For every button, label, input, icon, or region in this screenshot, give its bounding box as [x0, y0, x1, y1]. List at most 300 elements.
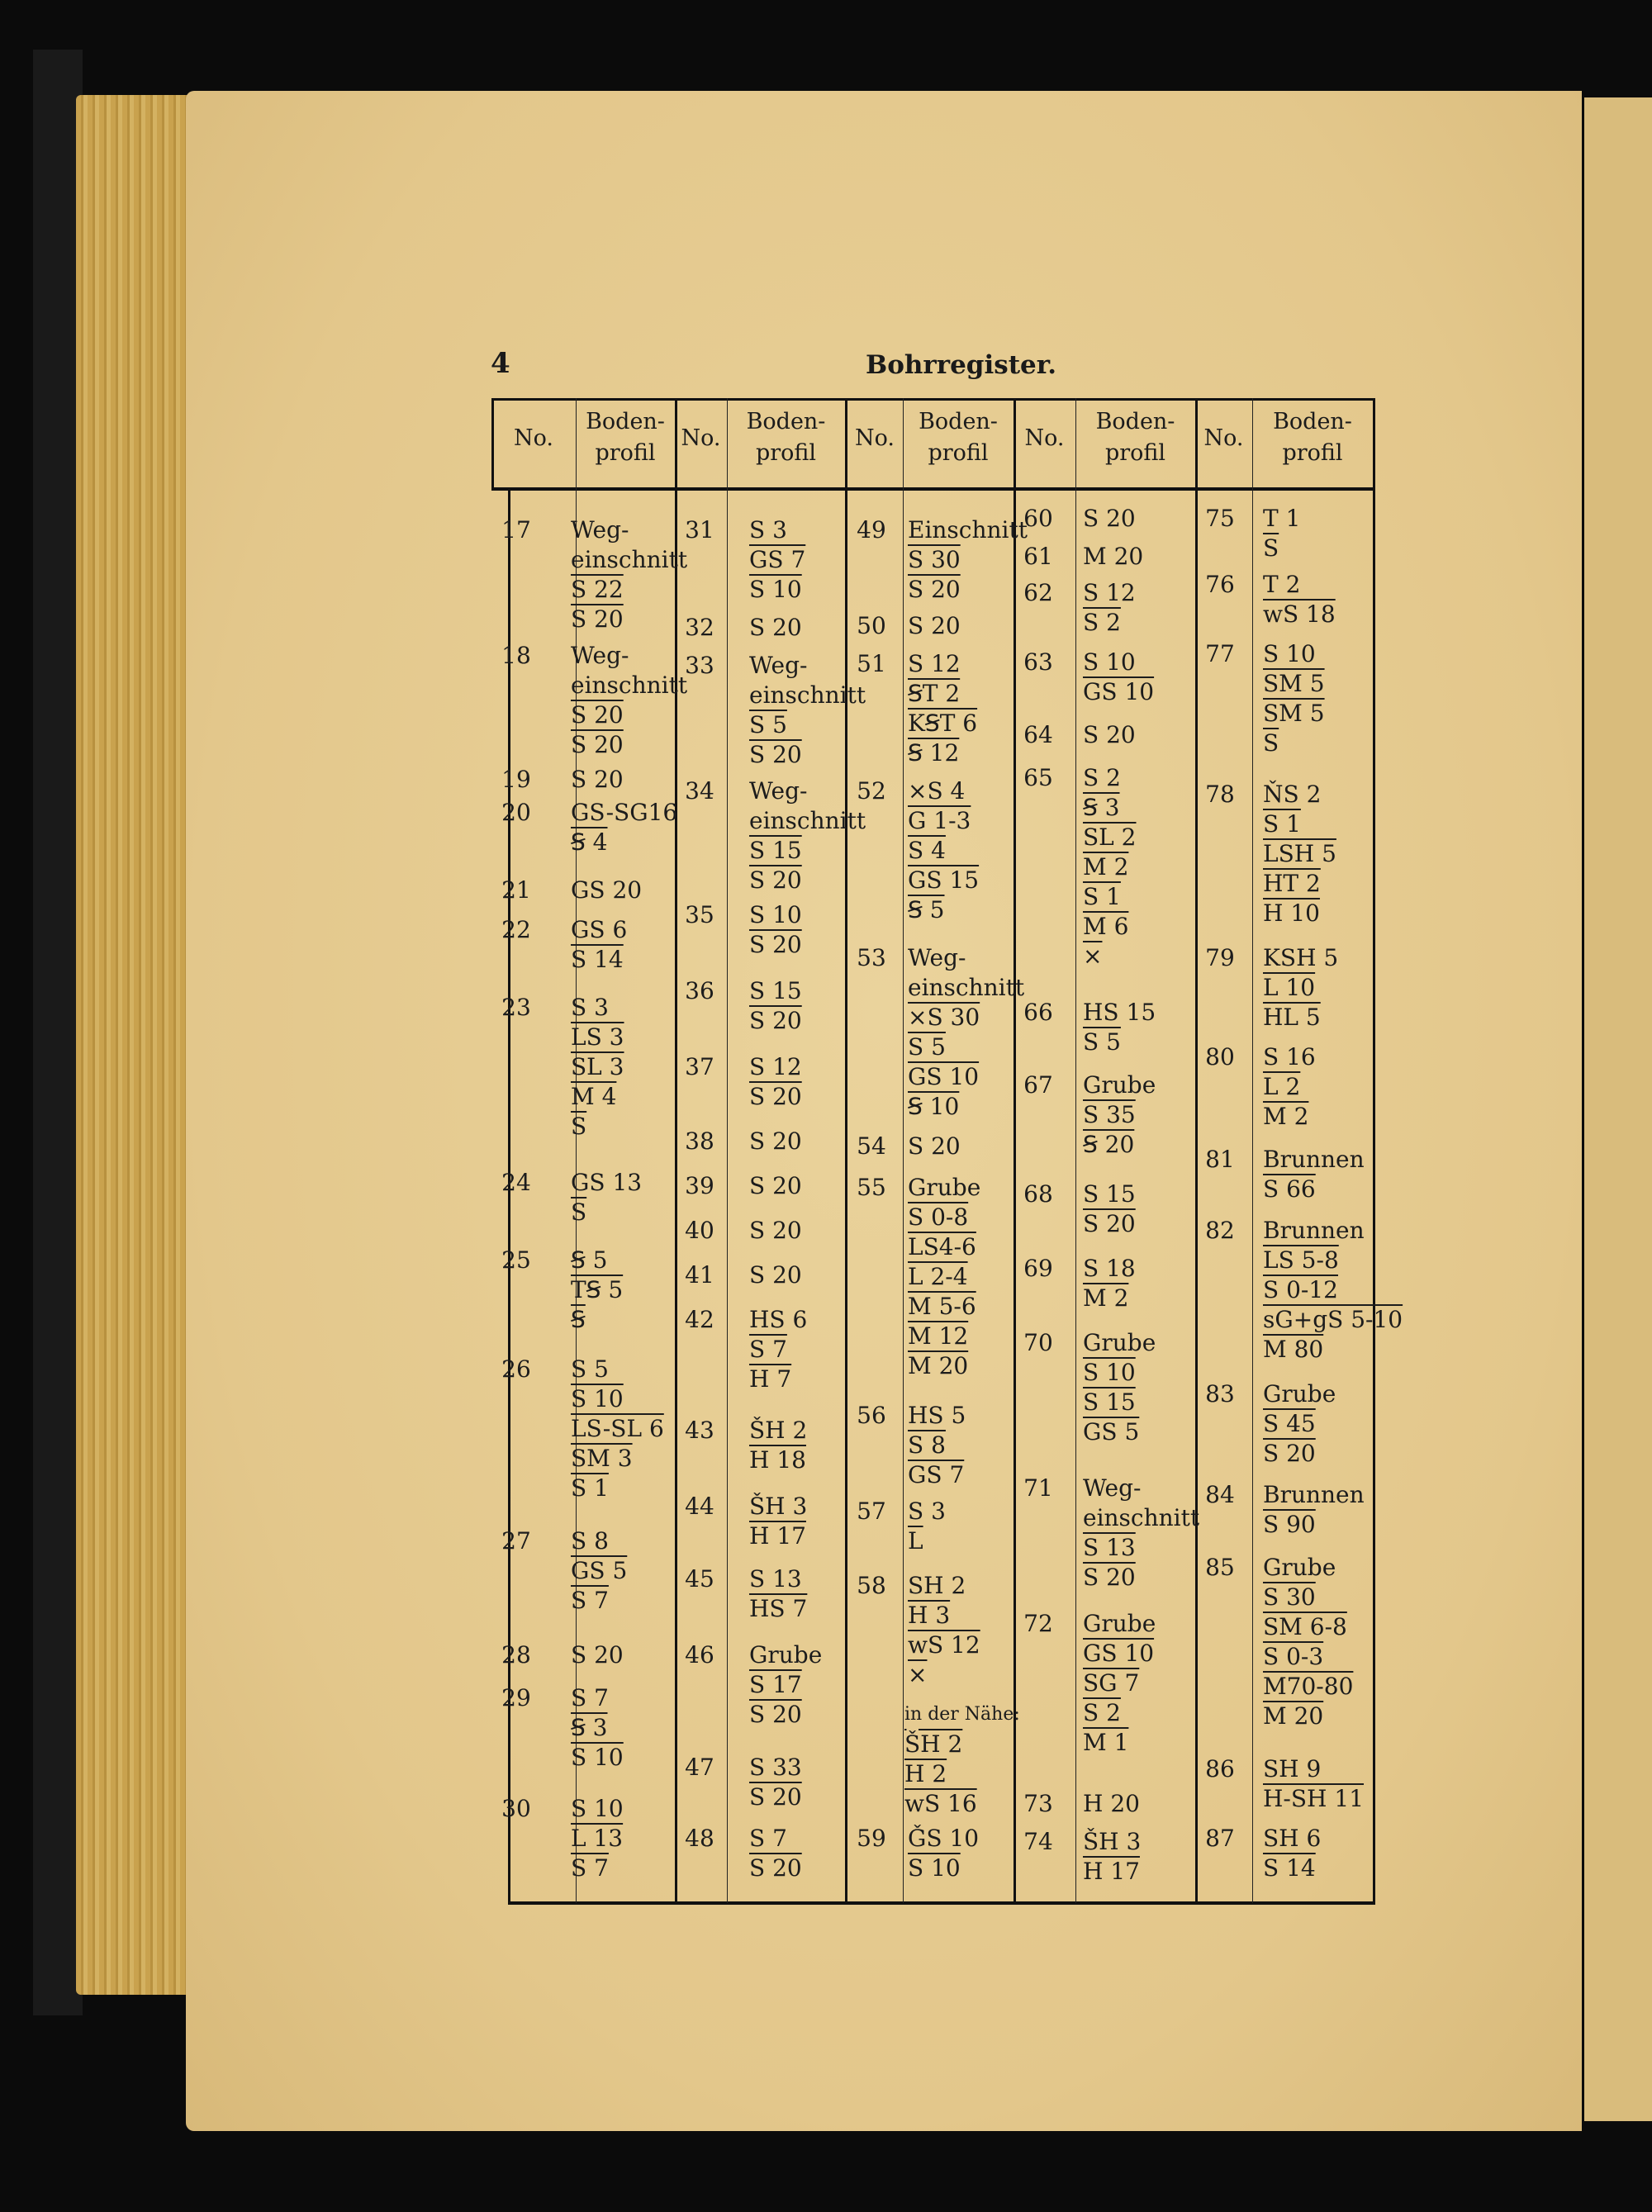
soil-profile	[1083, 998, 1156, 1057]
soil-profile	[571, 641, 687, 760]
borehole-number: 55	[857, 1174, 886, 1201]
profile-layer: S 20	[749, 1854, 802, 1882]
profile-layer: SM 3	[571, 1445, 633, 1472]
profile-layer: ×S 4	[908, 777, 966, 805]
profile-layer: S 20	[908, 612, 961, 639]
profile-layer: LSH 5	[1263, 840, 1336, 867]
profile-layer: S 20	[749, 1083, 802, 1110]
profile-layer: GS 7	[908, 1461, 965, 1488]
profile-layer: S 7	[571, 1854, 609, 1882]
soil-profile	[1083, 1789, 1140, 1819]
profile-layer: S 14	[571, 946, 624, 973]
borehole-number: 84	[1205, 1481, 1235, 1508]
profile-layer: S 20	[1263, 1440, 1316, 1467]
soil-profile	[1263, 1042, 1316, 1132]
section-rule	[845, 398, 847, 1903]
soil-profile	[1263, 504, 1300, 563]
profile-layer: S 90	[1263, 1511, 1316, 1538]
soil-profile	[749, 1216, 802, 1246]
soil-profile	[571, 798, 677, 857]
borehole-number: 31	[685, 516, 714, 544]
profile-layer: S 20	[749, 1261, 802, 1289]
borehole-number: 65	[1023, 764, 1053, 791]
soil-profile	[908, 776, 979, 925]
soil-profile	[908, 611, 961, 641]
profile-layer: H 7	[749, 1365, 792, 1393]
profile-layer: M 4	[571, 1083, 617, 1110]
profile-layer: S 20	[749, 614, 802, 641]
profile-layer: S 20	[749, 1007, 802, 1034]
profile-layer: S 30	[908, 546, 961, 573]
profile-layer: H 10	[1263, 900, 1320, 927]
soil-profile	[749, 1127, 802, 1156]
profile-layer: H-SH 11	[1263, 1785, 1365, 1812]
profile-layer: S 7	[749, 1825, 787, 1852]
profile-layer: S 30	[1263, 1583, 1316, 1611]
profile-layer: M 2	[1263, 1103, 1309, 1130]
profile-layer: S 1	[1263, 810, 1301, 838]
profile-layer: S 1	[1083, 883, 1121, 910]
profile-layer: L 2-4	[908, 1263, 968, 1290]
profile-layer: S 13	[1083, 1534, 1136, 1561]
profile-layer: S 15	[749, 977, 802, 1004]
header-bodenprofil	[577, 406, 673, 469]
profile-layer: $\overline{S}$	[1263, 729, 1279, 757]
profile-layer: S 13	[749, 1565, 802, 1593]
borehole-number: 42	[685, 1306, 714, 1333]
section-rule	[1014, 398, 1016, 1903]
soil-profile	[1083, 1609, 1156, 1758]
borehole-number: 82	[1205, 1217, 1235, 1244]
profile-layer: S 10	[571, 1385, 624, 1412]
profile-layer: GS 5	[571, 1557, 628, 1584]
profile-layer: LS 5-8	[1263, 1246, 1339, 1274]
profile-layer: H 3	[908, 1602, 951, 1629]
borehole-number: 35	[685, 901, 714, 928]
borehole-number: 43	[685, 1417, 714, 1444]
profile-layer: $\overline{S}$	[1263, 534, 1279, 562]
borehole-number: 72	[1023, 1610, 1053, 1637]
profile-layer: GS 10	[1083, 1640, 1155, 1667]
soil-profile-nearby	[904, 1700, 1020, 1819]
profile-layer: Ꞩ 4	[571, 828, 608, 856]
borehole-number: 73	[1023, 1790, 1053, 1817]
soil-profile	[1083, 1070, 1156, 1160]
profile-layer: Weg-	[749, 652, 808, 679]
borehole-number: 45	[685, 1565, 714, 1593]
header-profile-line1: Boden-	[586, 409, 665, 434]
table-border-right	[1373, 398, 1375, 1905]
profile-layer: Einschnitt	[908, 516, 1028, 544]
profile-layer: ǦS 10	[908, 1825, 980, 1852]
header-profile-line2: profil	[1104, 440, 1166, 466]
profile-layer: GS-SG16	[571, 799, 678, 826]
profile-layer: Ꞩ 20	[1083, 1131, 1135, 1158]
soil-profile	[571, 915, 627, 975]
profile-layer: einschnitt	[749, 681, 866, 709]
profile-layer: Grube	[1083, 1610, 1156, 1637]
profile-layer: Ꞩ 5	[908, 896, 945, 923]
profile-layer: S 45	[1263, 1410, 1316, 1437]
profile-layer: S 17	[749, 1671, 802, 1698]
profile-layer: S 35	[1083, 1101, 1136, 1128]
profile-layer: S 20	[749, 1172, 802, 1199]
borehole-number: 86	[1205, 1755, 1235, 1782]
header-bodenprofil	[1077, 406, 1194, 469]
borehole-number: 34	[685, 777, 714, 805]
profile-layer: einschnitt	[908, 974, 1025, 1001]
soil-profile	[749, 1824, 802, 1883]
borehole-number: 37	[685, 1053, 714, 1080]
soil-profile	[571, 1640, 624, 1670]
soil-profile	[1263, 1553, 1353, 1731]
borehole-number: 64	[1023, 721, 1053, 748]
profile-layer: S 20	[571, 701, 624, 729]
profile-layer: GS 6	[571, 916, 628, 943]
profile-layer: L 10	[1263, 974, 1316, 1001]
soil-profile	[1083, 1474, 1199, 1593]
soil-profile	[1263, 570, 1336, 629]
profile-layer: SG 7	[1083, 1669, 1140, 1697]
profile-layer: Grube	[1263, 1554, 1336, 1581]
borehole-number: 22	[501, 916, 531, 943]
borehole-number: 36	[685, 977, 714, 1004]
profile-layer: $\overline{S}$	[571, 1199, 587, 1226]
profile-layer: Ꞩ 3	[1083, 794, 1120, 821]
profile-layer: H 18	[749, 1446, 806, 1474]
soil-profile	[908, 1497, 946, 1556]
soil-profile	[908, 943, 1024, 1122]
soil-profile	[1263, 1379, 1336, 1469]
profile-layer: ×S 30	[908, 1004, 980, 1031]
soil-profile	[749, 1753, 802, 1812]
profile-layer: ŠH 3	[1083, 1828, 1142, 1855]
book-spine	[33, 50, 83, 2015]
soil-profile	[908, 1824, 979, 1883]
profile-layer: M 20	[908, 1352, 969, 1379]
profile-layer: Weg-	[749, 777, 808, 805]
profile-layer: ×	[1083, 942, 1103, 970]
borehole-number: 46	[685, 1641, 714, 1668]
profile-layer: SM 5	[1263, 670, 1325, 697]
profile-layer: Ꞩ 12	[908, 739, 960, 767]
profile-layer: S 10	[1083, 1359, 1136, 1386]
profile-layer: Ꞩ 10	[908, 1093, 960, 1120]
soil-profile	[571, 1355, 664, 1503]
borehole-number: 66	[1023, 999, 1053, 1026]
borehole-number: 87	[1205, 1825, 1235, 1852]
profile-layer: SM 5	[1263, 700, 1325, 727]
soil-profile	[571, 993, 624, 1142]
borehole-number: 19	[501, 766, 531, 793]
profile-layer: S 15	[1083, 1388, 1136, 1416]
borehole-number: 23	[501, 994, 531, 1021]
borehole-number: 20	[501, 799, 531, 826]
borehole-number: 71	[1023, 1474, 1053, 1502]
profile-layer: S 2	[1083, 1699, 1121, 1726]
profile-layer: H 2	[904, 1760, 947, 1787]
borehole-number: 60	[1023, 505, 1053, 532]
borehole-number: 24	[501, 1169, 531, 1196]
soil-profile	[571, 515, 687, 634]
profile-layer: Grube	[1083, 1329, 1156, 1356]
profile-layer: S 18	[1083, 1255, 1136, 1282]
borehole-number: 79	[1205, 944, 1235, 971]
borehole-number: 50	[857, 612, 886, 639]
borehole-number: 33	[685, 652, 714, 679]
profile-layer: Grube	[1083, 1071, 1156, 1099]
header-profile-line2: profil	[928, 440, 989, 466]
borehole-number: 85	[1205, 1554, 1235, 1581]
profile-layer: GS 7	[749, 546, 806, 573]
soil-profile	[1083, 542, 1143, 572]
borehole-number: 57	[857, 1498, 886, 1525]
borehole-number: 26	[501, 1355, 531, 1383]
profile-layer: Weg-	[571, 516, 629, 544]
soil-profile	[1083, 1827, 1141, 1887]
profile-layer: M 5-6	[908, 1293, 976, 1320]
profile-layer: S 15	[1083, 1180, 1136, 1208]
borehole-number: 32	[685, 614, 714, 641]
profile-layer: SH 2	[908, 1572, 966, 1599]
profile-layer: S 20	[571, 731, 624, 758]
borehole-number: 41	[685, 1261, 714, 1289]
borehole-number: 52	[857, 777, 886, 805]
borehole-number: 68	[1023, 1180, 1053, 1208]
profile-layer: LS 3	[571, 1023, 624, 1051]
profile-layer: S 8	[908, 1431, 946, 1459]
soil-profile	[749, 1305, 807, 1394]
profile-layer: S 20	[1083, 721, 1136, 748]
profile-layer: Weg-	[571, 642, 629, 669]
facing-page-edge	[1584, 97, 1652, 2121]
profile-layer: sG+gS 5-10	[1263, 1306, 1403, 1333]
profile-layer: HS 5	[908, 1402, 966, 1429]
profile-layer: GS 13	[571, 1169, 643, 1196]
profile-layer: G 1-3	[908, 807, 971, 834]
profile-layer: M 2	[1083, 853, 1129, 881]
profile-layer: LS-SL 6	[571, 1415, 664, 1442]
soil-profile	[571, 1246, 623, 1335]
profile-layer: M 2	[1083, 1284, 1129, 1312]
borehole-number: 75	[1205, 505, 1235, 532]
profile-layer: S 1	[571, 1474, 609, 1502]
soil-profile	[749, 1260, 802, 1290]
profile-layer: einschnitt	[749, 807, 866, 834]
borehole-number: 48	[685, 1825, 714, 1852]
header-profile-line1: Boden-	[919, 409, 998, 434]
borehole-number: 49	[857, 516, 886, 544]
soil-profile	[749, 515, 805, 605]
profile-layer: S 10	[749, 901, 802, 928]
profile-layer: S 10	[749, 576, 802, 603]
soil-profile	[1263, 1216, 1403, 1365]
borehole-number: 28	[501, 1641, 531, 1668]
soil-profile	[1083, 1254, 1136, 1313]
soil-profile	[1263, 943, 1338, 1032]
profile-layer: M70-80	[1263, 1673, 1354, 1700]
borehole-number: 76	[1205, 571, 1235, 598]
borehole-number: 77	[1205, 640, 1235, 667]
profile-layer: T 1	[1263, 505, 1301, 532]
profile-layer: ŠH 3	[749, 1493, 808, 1520]
soil-profile	[749, 976, 802, 1036]
profile-layer: S 20	[749, 741, 802, 768]
borehole-number: 74	[1023, 1828, 1053, 1855]
column-rule	[727, 398, 728, 1903]
profile-layer: GS 10	[1083, 678, 1155, 705]
profile-layer: Brunnen	[1263, 1481, 1365, 1508]
soil-profile	[908, 515, 1028, 605]
soil-profile	[749, 1052, 802, 1112]
header-no: No.	[855, 425, 895, 451]
borehole-number: 81	[1205, 1146, 1235, 1173]
profile-layer: S 66	[1263, 1175, 1316, 1203]
profile-layer: GS 15	[908, 866, 980, 894]
borehole-number: 61	[1023, 543, 1053, 570]
profile-layer: GS 20	[571, 876, 643, 904]
soil-profile	[749, 1564, 807, 1624]
profile-layer: S 20	[571, 1641, 624, 1668]
profile-layer: SH 9	[1263, 1755, 1322, 1782]
borehole-number: 38	[685, 1127, 714, 1155]
soil-profile	[749, 900, 802, 960]
soil-profile	[571, 1683, 624, 1773]
profile-layer: ŠH 2	[749, 1417, 808, 1444]
profile-layer: S 7	[749, 1336, 787, 1363]
profile-layer: T 2	[1263, 571, 1301, 598]
profile-layer: L 13	[571, 1825, 624, 1852]
header-no: No.	[681, 425, 721, 451]
profile-layer: S 20	[1083, 1210, 1136, 1237]
borehole-number: 63	[1023, 648, 1053, 676]
borehole-number: 30	[501, 1795, 531, 1822]
soil-profile	[749, 1492, 807, 1551]
profile-layer: S 16	[1263, 1043, 1316, 1070]
profile-layer: $\overline{Ꞩ}$	[571, 1306, 586, 1333]
borehole-number: 44	[685, 1493, 714, 1520]
profile-layer: S 20	[571, 605, 624, 633]
profile-layer: ŇS 2	[1263, 781, 1322, 808]
profile-layer: in der Nähe:	[904, 1704, 1020, 1725]
profile-layer: S 2	[1083, 609, 1121, 636]
soil-profile	[1263, 1754, 1364, 1814]
header-profile-line1: Boden-	[1273, 409, 1352, 434]
borehole-number: 80	[1205, 1043, 1235, 1070]
profile-layer: HS 15	[1083, 999, 1156, 1026]
soil-profile	[1263, 1480, 1365, 1540]
soil-profile	[1083, 648, 1154, 707]
profile-layer: M 6	[1083, 913, 1129, 940]
profile-layer: S 12	[908, 650, 961, 677]
soil-profile	[908, 1571, 980, 1690]
borehole-number: 58	[857, 1572, 886, 1599]
table-border-top	[491, 398, 1375, 401]
soil-profile	[1083, 720, 1136, 750]
borehole-number: 21	[501, 876, 531, 904]
profile-layer: S 20	[908, 1132, 961, 1160]
soil-profile	[908, 1173, 980, 1381]
borehole-number: 83	[1205, 1380, 1235, 1407]
profile-layer: ŠH 2	[904, 1730, 963, 1758]
profile-layer: S 20	[749, 1701, 802, 1728]
soil-profile	[1263, 1145, 1365, 1204]
profile-layer: S 0-3	[1263, 1643, 1324, 1670]
profile-layer: S 20	[571, 766, 624, 793]
profile-layer: H 20	[1083, 1790, 1140, 1817]
profile-layer: S 5	[908, 1033, 946, 1061]
borehole-number: 17	[501, 516, 531, 544]
borehole-number: 70	[1023, 1329, 1053, 1356]
profile-layer: Brunnen	[1263, 1217, 1365, 1244]
profile-layer: S 7	[571, 1587, 609, 1614]
profile-layer: Ꞩ 5	[571, 1246, 608, 1274]
header-profile-line2: profil	[755, 440, 817, 466]
table-border-left	[491, 398, 494, 491]
profile-layer: KꞨT 6	[908, 710, 978, 737]
soil-profile	[1083, 1180, 1136, 1239]
header-rule	[491, 487, 1375, 491]
profile-layer: S 10	[1263, 640, 1316, 667]
profile-layer: LS4-6	[908, 1233, 976, 1260]
header-bodenprofil	[1254, 406, 1371, 469]
soil-profile	[571, 1168, 642, 1227]
profile-layer: HS 7	[749, 1595, 808, 1622]
profile-layer: einschnitt	[1083, 1504, 1200, 1531]
borehole-register-table	[491, 398, 1403, 1906]
profile-layer: M 12	[908, 1322, 969, 1350]
soil-profile	[749, 1640, 822, 1730]
profile-layer: wS 16	[904, 1790, 977, 1817]
profile-layer: S 20	[908, 576, 961, 603]
header-no: No.	[514, 425, 553, 451]
soil-profile	[749, 613, 802, 643]
profile-layer: S 20	[749, 1217, 802, 1244]
profile-layer: Weg-	[1083, 1474, 1142, 1502]
soil-profile	[1083, 578, 1136, 638]
profile-layer: Weg-	[908, 944, 966, 971]
header-profile-line2: profil	[1282, 440, 1343, 466]
profile-layer: S 2	[1083, 764, 1121, 791]
profile-layer: SL 2	[1083, 824, 1137, 851]
profile-layer: S 20	[749, 1783, 802, 1811]
profile-layer: S 14	[1263, 1854, 1316, 1882]
header-no: No.	[1024, 425, 1065, 451]
profile-layer: ꞨT 2	[908, 680, 961, 707]
profile-layer: ×	[908, 1661, 928, 1688]
profile-layer: S 15	[749, 837, 802, 864]
profile-layer: Brunnen	[1263, 1146, 1365, 1173]
soil-profile	[1083, 1328, 1156, 1447]
borehole-number: 59	[857, 1825, 886, 1852]
profile-layer: KSH 5	[1263, 944, 1339, 971]
profile-layer: S 0-12	[1263, 1276, 1338, 1303]
profile-layer: S 3	[571, 994, 609, 1021]
profile-layer: S 4	[908, 837, 946, 864]
profile-layer: TꞨ 5	[571, 1276, 624, 1303]
profile-layer: S 3	[749, 516, 787, 544]
profile-layer: S 8	[571, 1527, 609, 1555]
borehole-number: 47	[685, 1754, 714, 1781]
soil-profile	[908, 1401, 966, 1490]
column-rule	[1252, 398, 1253, 1903]
soil-profile	[1263, 639, 1325, 758]
profile-layer: S 5	[571, 1355, 609, 1383]
profile-layer: HS 6	[749, 1306, 808, 1333]
borehole-number: 69	[1023, 1255, 1053, 1282]
borehole-number: 39	[685, 1172, 714, 1199]
borehole-number: 62	[1023, 579, 1053, 606]
